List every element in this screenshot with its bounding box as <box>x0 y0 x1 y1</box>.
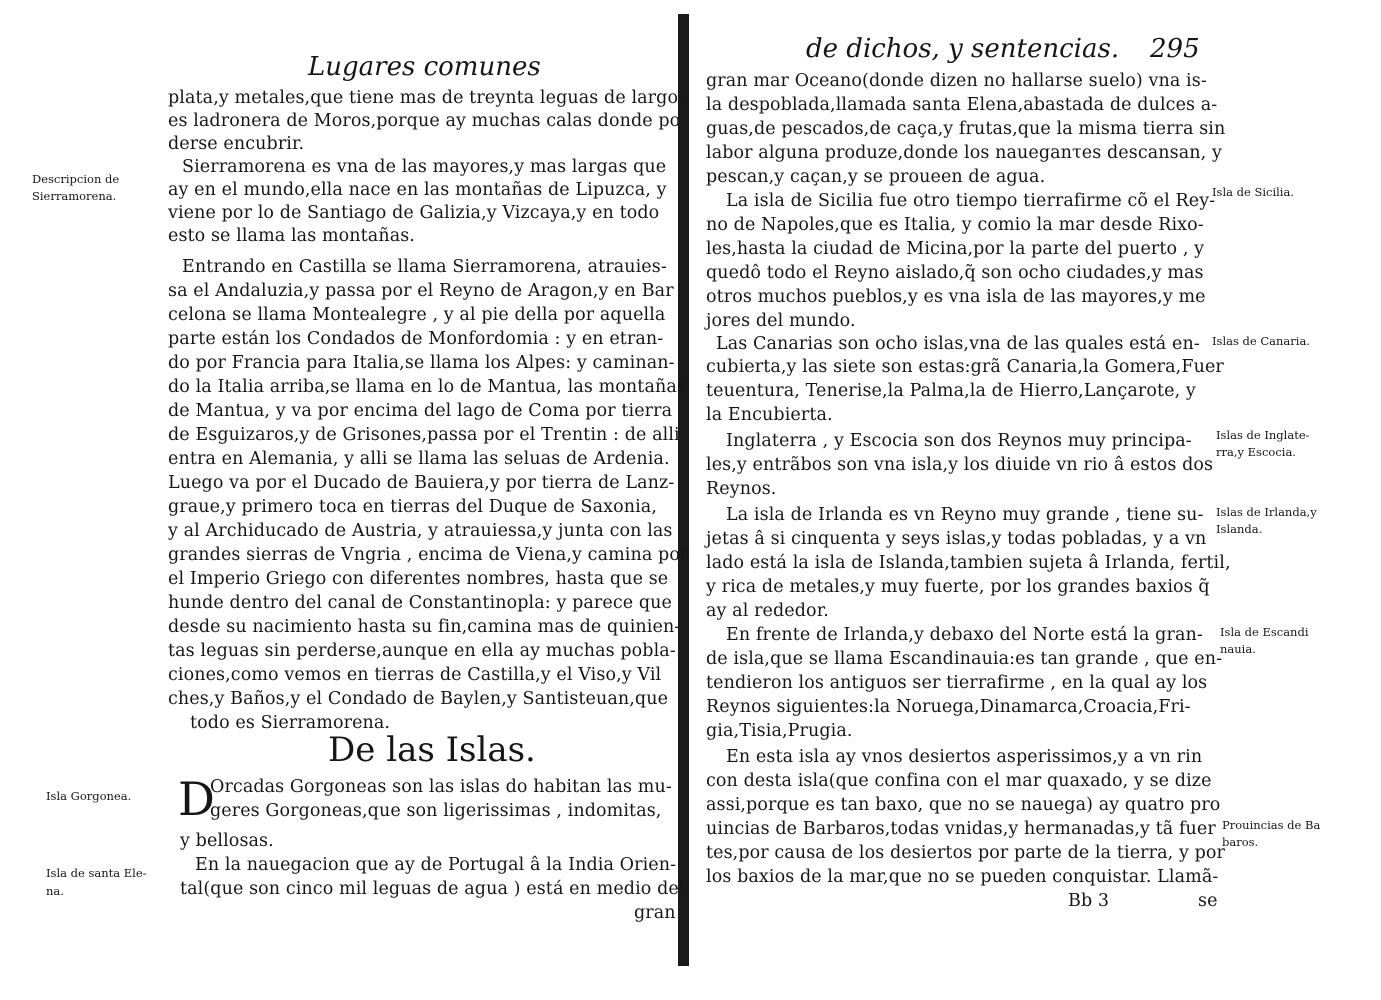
margin-note: Isla de Escandi <box>1220 625 1309 639</box>
text-line: Reynos. <box>706 479 777 499</box>
text-line: derse encubrir. <box>168 134 305 154</box>
section-title: De las Islas. <box>328 730 536 770</box>
text-line: y bellosas. <box>180 831 274 851</box>
text-line: tendieron los antiguos ser tierrafirme , en la qual ay los <box>706 673 1208 693</box>
text-line: viene por lo de Santiago de Galizia,y Vizcaya,y en todo <box>168 203 660 223</box>
text-line: labor alguna produze,donde los naueganτes descansan, y <box>706 143 1222 163</box>
text-line: Las Canarias son ocho islas,vna de las quales está en- <box>716 334 1200 354</box>
margin-note: Descripcion de <box>32 172 120 186</box>
drop-cap: D <box>178 772 215 826</box>
margin-note: Islanda. <box>1216 522 1263 536</box>
text-line: geres Gorgoneas,que son ligerissimas , indomitas, <box>210 801 662 821</box>
text-line: no de Napoles,que es Italia, y comio la mar desde Rixo- <box>706 215 1204 235</box>
margin-note: nauia. <box>1220 642 1256 656</box>
text-line: la Encubierta. <box>706 405 833 425</box>
page-number: 295 <box>1150 34 1200 64</box>
text-line: graue,y primero toca en tierras del Duque de Saxonia, <box>168 497 657 517</box>
text-line: celona se llama Montealegre , y al pie della por aquella <box>168 305 666 325</box>
text-line: Inglaterra , y Escocia son dos Reynos muy principa- <box>726 431 1192 451</box>
margin-note: Islas de Irlanda,y <box>1216 505 1317 519</box>
text-line: desde su nacimiento hasta su fin,camina mas de quinien- <box>168 617 681 637</box>
text-line: tes,por causa de los desiertos por parte de la tierra, y por <box>706 843 1226 863</box>
text-line: En frente de Irlanda,y debaxo del Norte está la gran- <box>726 625 1203 645</box>
text-line: jetas â si cinquenta y seys islas,y todas pobladas, y a vn <box>706 529 1207 549</box>
text-line: grandes sierras de Vngria , encima de Viena,y camina por <box>168 545 689 565</box>
margin-note: na. <box>46 884 64 898</box>
text-line: les,y entrãbos son vna isla,y los diuide vn rio â estos dos <box>706 455 1214 475</box>
text-line: tas leguas sin perderse,aunque en ella ay muchas pobla- <box>168 641 676 661</box>
text-line: de Mantua, y va por encima del lago de Coma por tierra <box>168 401 673 421</box>
text-line: jores del mundo. <box>706 311 856 331</box>
margin-note: Isla de santa Ele- <box>46 866 147 880</box>
text-line: ay al rededor. <box>706 601 829 621</box>
text-line: sa el Andaluzia,y passa por el Reyno de Aragon,y en Bar <box>168 281 674 301</box>
text-line: pescan,y caçan,y se proueen de agua. <box>706 167 1046 187</box>
text-line: do por Francia para Italia,se llama los Alpes: y caminan- <box>168 353 675 373</box>
margin-note: Isla Gorgonea. <box>46 789 132 803</box>
text-line: guas,de pescados,de caça,y frutas,que la misma tierra sin <box>706 119 1226 139</box>
text-line: Reynos siguientes:la Noruega,Dinamarca,Croacia,Fri- <box>706 697 1191 717</box>
text-line: tal(que son cinco mil leguas de agua ) está en medio del <box>180 879 685 899</box>
text-line: uincias de Barbaros,todas vnidas,y hermanadas,y tã fuer <box>706 819 1216 839</box>
text-line: do la Italia arriba,se llama en lo de Mantua, las montañas <box>168 377 686 397</box>
text-line: La isla de Sicilia fue otro tiempo tierrafirme cõ el Rey- <box>726 191 1216 211</box>
margin-note: Islas de Inglate- <box>1216 428 1310 442</box>
text-line: teuentura, Tenerise,la Palma,la de Hierro,Lançarote, y <box>706 381 1196 401</box>
text-line: y al Archiducado de Austria, y atrauiessa,y junta con las <box>168 521 673 541</box>
left-running-head: Lugares comunes <box>308 52 541 82</box>
text-line: La isla de Irlanda es vn Reyno muy grande , tiene su- <box>726 505 1204 525</box>
margin-note: Prouincias de Ba <box>1222 818 1321 832</box>
text-line: les,hasta la ciudad de Micina,por la parte del puerto , y <box>706 239 1205 259</box>
text-line: el Imperio Griego con diferentes nombres, hasta que se <box>168 569 669 589</box>
text-line: parte están los Condados de Monfordomia : y en etran- <box>168 329 664 349</box>
page-gutter <box>678 14 689 966</box>
text-line: Luego va por el Ducado de Bauiera,y por tierra de Lanz- <box>168 473 675 493</box>
text-line: entra en Alemania, y alli se llama las seluas de Ardenia. <box>168 449 670 469</box>
text-line: ches,y Baños,y el Condado de Baylen,y Santisteuan,que <box>168 689 669 709</box>
margin-note: Islas de Canaria. <box>1212 334 1310 348</box>
text-line: hunde dentro del canal de Constantinopla: y parece que <box>168 593 672 613</box>
catchword: se <box>1198 891 1218 911</box>
text-line: Entrando en Castilla se llama Sierramorena, atrauies- <box>182 257 667 277</box>
text-line: de Esguizaros,y de Grisones,passa por el Trentin : de alli <box>168 425 680 445</box>
text-line: todo es Sierramorena. <box>190 713 391 733</box>
text-line: assi,porque es tan baxo, que no se nauega) ay quatro pro <box>706 795 1221 815</box>
text-line: con desta isla(que confina con el mar quaxado, y se dize <box>706 771 1212 791</box>
margin-note: baros. <box>1222 835 1259 849</box>
text-line: En esta isla ay vnos desiertos asperissimos,y a vn rin <box>726 747 1203 767</box>
text-line: gia,Tisia,Prugia. <box>706 721 853 741</box>
signature-mark: Bb 3 <box>1068 891 1110 911</box>
catchword: gran <box>634 903 676 923</box>
margin-note: rra,y Escocia. <box>1216 445 1296 459</box>
text-line: de isla,que se llama Escandinauia:es tan grande , que en- <box>706 649 1223 669</box>
margin-note: Isla de Sicilia. <box>1212 185 1294 199</box>
text-line: los baxios de la mar,que no se pueden conquistar. Llamã- <box>706 867 1219 887</box>
text-line: gran mar Oceano(donde dizen no hallarse suelo) vna is- <box>706 71 1207 91</box>
margin-note: Sierramorena. <box>32 189 117 203</box>
text-line: Orcadas Gorgoneas son las islas do habitan las mu- <box>210 777 672 797</box>
text-line: cubierta,y las siete son estas:grã Canaria,la Gomera,Fuer <box>706 357 1224 377</box>
text-line: esto se llama las montañas. <box>168 226 415 246</box>
text-line: otros muchos pueblos,y es vna isla de las mayores,y me <box>706 287 1206 307</box>
text-line: ay en el mundo,ella nace en las montañas de Lipuzca, y <box>168 180 667 200</box>
text-line: es ladronera de Moros,porque ay muchas calas donde po <box>168 111 681 131</box>
right-running-head: de dichos, y sentencias. <box>806 34 1120 64</box>
text-line: la despoblada,llamada santa Elena,abastada de dulces a- <box>706 95 1218 115</box>
text-line: ciones,como vemos en tierras de Castilla,y el Viso,y Vil <box>168 665 662 685</box>
text-line: y rica de metales,y muy fuerte, por los grandes baxios q̃ <box>706 577 1210 597</box>
text-line: lado está la isla de Islanda,tambien sujeta â Irlanda, fertil, <box>706 553 1231 573</box>
text-line: Sierramorena es vna de las mayores,y mas largas que <box>182 157 667 177</box>
text-line: En la nauegacion que ay de Portugal â la India Orien- <box>195 855 677 875</box>
text-line: quedô todo el Reyno aislado,q̃ son ocho ciudades,y mas <box>706 263 1204 283</box>
text-line: plata,y metales,que tiene mas de treynta leguas de largo: <box>168 88 685 108</box>
